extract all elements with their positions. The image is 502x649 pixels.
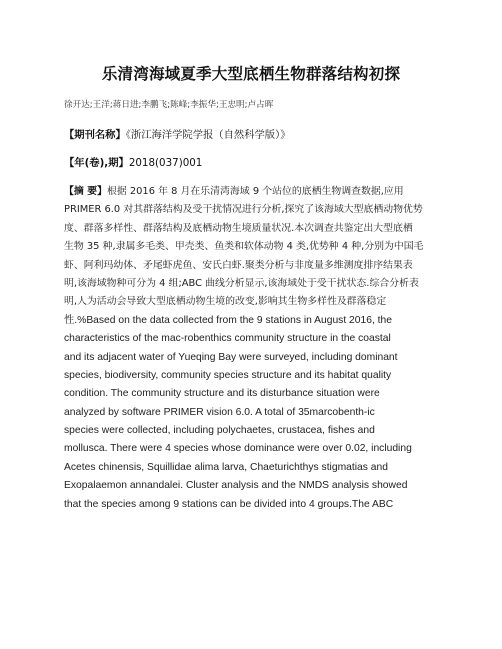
author-list: 徐开达;王洋;蒋日进;李鹏飞;陈峰;李振华;王忠明;卢占晖 bbox=[64, 100, 274, 110]
journal-name-label: 【期刊名称】 bbox=[64, 129, 126, 141]
volume-issue-label: 【年(卷),期】 bbox=[64, 157, 129, 169]
abstract-line: 明,该海域物种可分为 4 组;ABC 曲线分析显示,该海域处于受干扰状态.综合分析表 bbox=[64, 277, 419, 289]
abstract-line: and its adjacent water of Yueqing Bay were surveyed, including dominant bbox=[64, 351, 398, 363]
abstract-line: 度、群落多样性、群落结构及底栖动物生境质量状况.本次调查共鉴定出大型底栖 bbox=[64, 222, 413, 234]
abstract-line: condition. The community structure and its disturbance situation were bbox=[64, 388, 380, 400]
abstract-line: Acetes chinensis, Squillidae alima larva, Chaeturichthys stigmatias and bbox=[64, 461, 388, 473]
abstract-text: 根据 2016 年 8 月在乐清湾海域 9 个站位的底栖生物调查数据,应用 bbox=[106, 186, 404, 197]
abstract-line: 生物 35 种,隶属多毛类、甲壳类、鱼类和软体动物 4 类,优势种 4 种,分别为中国毛 bbox=[64, 241, 424, 253]
abstract-line: characteristics of the mac-robenthics community structure in the coastal bbox=[64, 333, 391, 345]
abstract-label: 【摘 要】 bbox=[64, 186, 107, 197]
abstract-line bbox=[64, 183, 444, 201]
abstract-line: analyzed by software PRIMER vision 6.0. A total of 35marcobenth-ic bbox=[64, 406, 375, 418]
abstract-line: species, biodiversity, community species structure and its habitat quality bbox=[64, 369, 392, 381]
article-title: 乐清湾海域夏季大型底栖生物群落结构初探 bbox=[101, 65, 401, 83]
abstract-line: mollusca. There were 4 species whose dominance were over 0.02, including bbox=[64, 443, 412, 455]
abstract-line: that the species among 9 stations can be divided into 4 groups.The ABC bbox=[64, 498, 394, 510]
journal-name-row bbox=[64, 126, 291, 141]
abstract-line: PRIMER 6.0 对其群落结构及受干扰情况进行分析,探究了该海域大型底栖动物优势 bbox=[64, 204, 423, 216]
abstract-line: 虾、阿利玛幼体、矛尾虾虎鱼、安氏白虾.聚类分析与非度量多维测度排序结果表 bbox=[64, 259, 413, 271]
abstract-block bbox=[64, 183, 444, 514]
abstract-line: species were collected, including polychaetes, crustacea, fishes and bbox=[64, 425, 375, 437]
volume-issue-row bbox=[64, 154, 202, 169]
journal-name-value: 《浙江海洋学院学报（自然科学版）》 bbox=[125, 129, 291, 141]
abstract-line: 性.%Based on the data collected from the 9 stations in August 2016, the bbox=[64, 314, 392, 326]
abstract-line: 明,人为活动会导致大型底栖动物生境的改变,影响其生物多样性及群落稳定 bbox=[64, 296, 387, 308]
abstract-line: Exopalaemon annandalei. Cluster analysis and the NMDS analysis showed bbox=[64, 480, 408, 492]
volume-issue-value: 2018(037)001 bbox=[128, 157, 203, 169]
